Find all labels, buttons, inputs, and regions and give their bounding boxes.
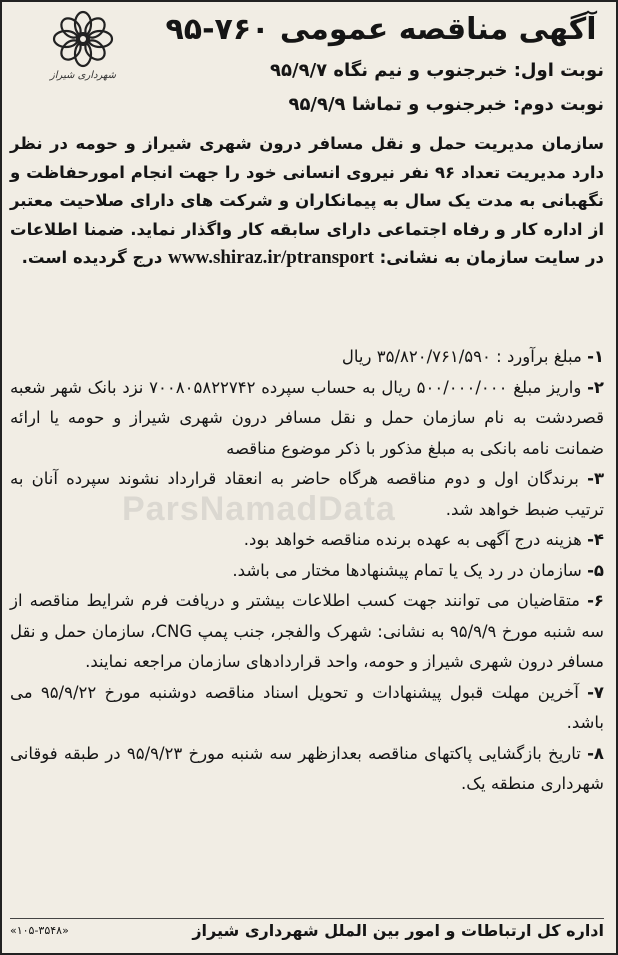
municipality-logo xyxy=(46,10,120,90)
condition-item xyxy=(10,739,604,800)
website-link[interactable]: www.shiraz.ir/ptransport xyxy=(168,247,374,268)
item-number: ۶- xyxy=(587,591,604,610)
item-text: سازمان در رد یک یا تمام پیشنهادها مختار می باشد. xyxy=(232,560,582,580)
item-text: هزینه درج آگهی به عهده برنده مناقصه خواهد بود. xyxy=(243,530,582,549)
notice-intro xyxy=(10,130,604,273)
reference-code: «۱۰۵-۳۵۴۸» xyxy=(10,924,69,937)
condition-item xyxy=(10,556,604,587)
second-publication: نوبت دوم: خبرجنوب و تماشا ۹۵/۹/۹ xyxy=(288,94,604,115)
logo-signature: شهرداری شیراز xyxy=(49,70,117,81)
item-text: برندگان اول و دوم مناقصه هرگاه حاضر به انعقاد قرارداد نشوند سپرده آنان به ترتیب ضبط خواهد شد. xyxy=(10,469,604,519)
item-number: ۴- xyxy=(587,530,604,549)
item-number: ۵- xyxy=(587,560,604,580)
item-text: تاریخ بازگشایی پاکتهای مناقصه بعدازظهر سه شنبه مورخ ۹۵/۹/۲۳ در طبقه فوقانی شهرداری منطقه یک. xyxy=(10,743,604,793)
condition-item xyxy=(10,373,604,465)
first-publication: نوبت اول: خبرجنوب و نیم نگاه ۹۵/۹/۷ xyxy=(270,60,604,81)
condition-item xyxy=(10,678,604,739)
conditions-list xyxy=(10,342,604,800)
watermark: ParsNamadData xyxy=(122,490,396,528)
item-number: ۸- xyxy=(587,743,604,763)
intro-text: سازمان مدیریت حمل و نقل مسافر درون شهری شیراز و حومه در نظر دارد مدیریت تعداد ۹۶ نفر نیروی انسانی خود را جهت انجام امورحفاظت و نگهبانی به مدت یک سال به پیمانکاران و شرکت های دارای صلاحیت معتبر از اداره کار و رفاه اجتماعی دارای سابقه کار واگذار نماید. ضمنا اطلاعات در سایت سازمان به نشانی: xyxy=(10,134,604,267)
condition-item xyxy=(10,586,604,678)
item-text: واریز مبلغ ۵۰۰/۰۰۰/۰۰۰ ریال به حساب سپرده ۷۰۰۸۰۵۸۲۲۷۴۲ نزد بانک شهر شعبه قصردشت به نام سازمان حمل و نقل مسافر درون شهری شیراز و حومه یا ارائه ضمانت نامه بانکی به مبلغ مذکور با ذکر موضوع مناقصه xyxy=(10,377,604,458)
condition-item xyxy=(10,342,604,373)
item-text: متقاضیان می توانند جهت کسب اطلاعات بیشتر و دریافت فرم شرایط مناقصه از سه شنبه مورخ ۹۵/۹/۹ به نشانی: شهرک والفجر، جنب پمپ CNG، سازمان حمل و نقل مسافر درون شهری شیراز و حومه، واحد قراردادهای سازمان مراجعه نمایند. xyxy=(10,591,604,671)
issuer-name: اداره کل ارتباطات و امور بین الملل شهرداری شیراز xyxy=(192,921,604,940)
flower-logo-icon xyxy=(46,10,120,68)
condition-item xyxy=(10,525,604,556)
notice-footer xyxy=(10,918,604,947)
item-number: ۷- xyxy=(587,682,604,702)
condition-item xyxy=(10,464,604,525)
item-text: مبلغ برآورد : ۳۵/۸۲۰/۷۶۱/۵۹۰ ریال xyxy=(341,347,582,366)
item-number: ۳- xyxy=(587,469,605,488)
item-number: ۲- xyxy=(587,377,604,397)
notice-header xyxy=(2,2,616,132)
intro-end: درج گردیده است. xyxy=(21,248,163,267)
item-number: ۱- xyxy=(587,347,604,366)
notice-title: آگهی مناقصه عمومی ۷۶۰-۹۵ xyxy=(165,12,597,47)
item-text: آخرین مهلت قبول پیشنهادات و تحویل اسناد مناقصه دوشنبه مورخ ۹۵/۹/۲۲ می باشد. xyxy=(10,682,604,732)
